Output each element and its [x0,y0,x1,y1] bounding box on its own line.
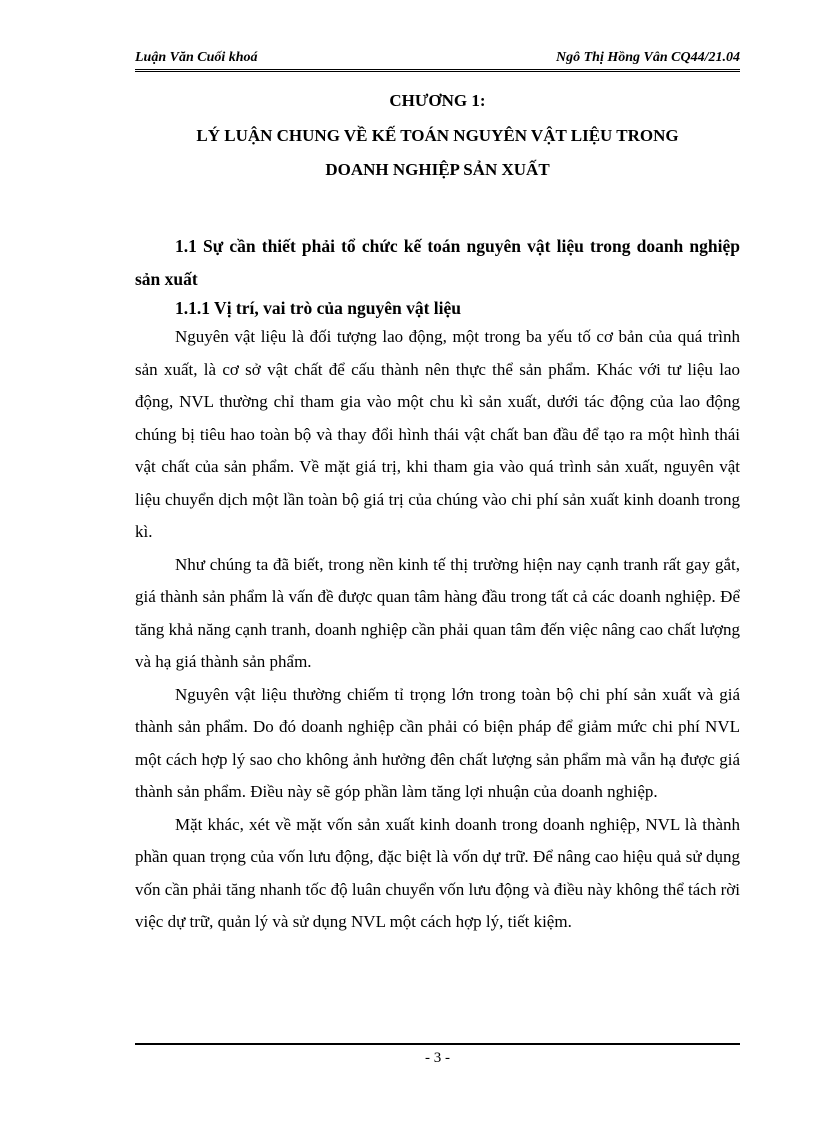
page-header [135,48,740,70]
paragraph: Mặt khác, xét về mặt vốn sản xuất kinh doanh trong doanh nghiệp, NVL là thành phần quan trọng của vốn lưu động, đặc biệt là vốn dự trữ. Để nâng cao hiệu quả sử dụng vốn cần phải tăng nhanh tốc độ luân chuyển vốn lưu động và điều này không thể tách rời việc dự trữ, quản lý và sử dụng NVL một cách hợp lý, tiết kiệm. [135,814,740,931]
footer-divider [135,1043,740,1045]
paragraph: Như chúng ta đã biết, trong nền kinh tế thị trường hiện nay cạnh tranh rất gay gắt, giá thành sản phẩm là vấn đề được quan tâm hàng đầu trong tất cả các doanh nghiệp. Để tăng khả năng cạnh tranh, doanh nghiệp cần phải quan tâm đến việc nâng cao chất lượng và hạ giá thành sản phẩm. [135,554,740,671]
chapter-title-line-2: DOANH NGHIỆP SẢN XUẤT [325,160,550,179]
paragraph: Nguyên vật liệu là đối tượng lao động, một trong ba yếu tố cơ bản của quá trình sản xuất, là cơ sở vật chất để cấu thành nên thực thể sản phẩm. Khác với tư liệu lao động, NVL thường chỉ tham gia vào một chu kì sản xuất, dưới tác động của lao động chúng bị tiêu hao toàn bộ và thay đổi hình thái vật chất ban đầu để tạo ra một hình thái vật chất của sản phẩm. Về mặt giá trị, khi tham gia vào quá trình sản xuất, nguyên vật liệu chuyển dịch một lần toàn bộ giá trị của chúng vào chi phí sản xuất kinh doanh trong kì. [135,327,740,541]
chapter-title-line-1: LÝ LUẬN CHUNG VỀ KẾ TOÁN NGUYÊN VẬT LIỆU TRONG [196,126,679,145]
paragraph: Nguyên vật liệu thường chiếm tỉ trọng lớn trong toàn bộ chi phí sản xuất và giá thành sản phẩm. Do đó doanh nghiệp cần phải có biện pháp để giảm mức chi phí NVL một cách hợp lý sao cho không ảnh hưởng đên chất lượng sản phẩm mà vẫn hạ được giá thành sản phẩm. Điều này sẽ góp phần làm tăng lợi nhuận của doanh nghiệp. [135,684,740,801]
section-heading: 1.1 Sự cần thiết phải tổ chức kế toán nguyên vật liệu trong doanh nghiệp sản xuất [135,236,740,289]
chapter-number: CHƯƠNG 1: [389,91,486,110]
header-divider [135,69,740,72]
subsection-heading: 1.1.1 Vị trí, vai trò của nguyên vật liệu [175,298,461,318]
page-number: - 3 - [425,1050,450,1066]
header-author: Ngô Thị Hồng Vân CQ44/21.04 [556,50,740,65]
header-thesis-title: Luận Văn Cuối khoá [135,50,258,65]
body-text [135,321,740,939]
